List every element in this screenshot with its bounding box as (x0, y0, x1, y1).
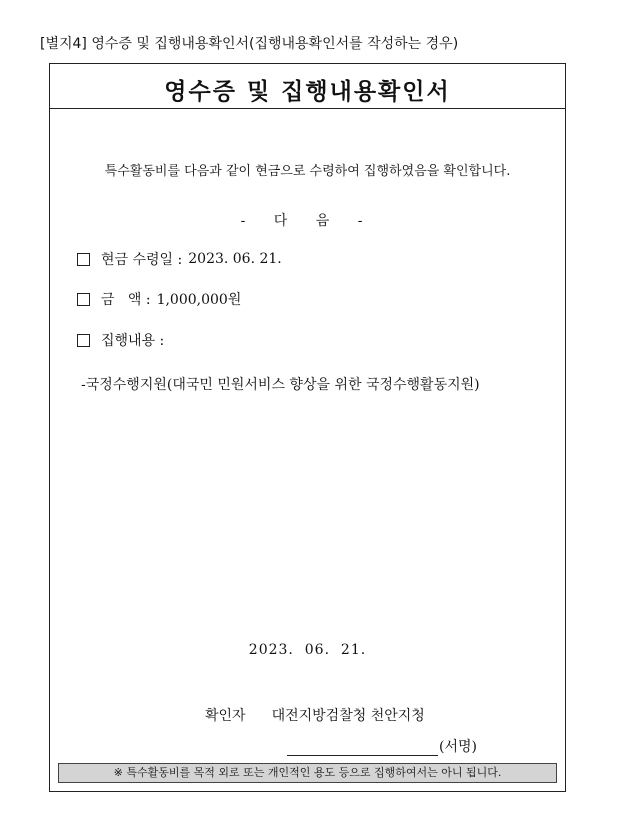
item-label: 금 액 : (101, 292, 151, 308)
section-heading: - 다 음 - (240, 213, 375, 229)
item-label: 집행내용 : (101, 333, 165, 349)
execution-detail: -국정수행지원(대국민 민원서비스 향상을 위한 국정수행활동지원) (81, 377, 480, 393)
document-frame (49, 63, 566, 792)
checkbox-icon (77, 253, 90, 266)
item-amount (77, 289, 241, 309)
form-header: [별지4] 영수증 및 집행내용확인서(집행내용확인서를 작성하는 경우) (40, 36, 459, 52)
signature-row (287, 736, 477, 756)
document-title: 영수증 및 집행내용확인서 (164, 78, 451, 105)
signature-line (287, 741, 438, 756)
item-execution (77, 330, 170, 350)
intro-text: 특수활동비를 다음과 같이 현금으로 수령하여 집행하였음을 확인합니다. (104, 164, 511, 179)
item-receipt-date (77, 249, 282, 269)
checkbox-icon (77, 334, 90, 347)
document-date: 2023. 06. 21. (248, 642, 367, 658)
organization-name: 대전지방검찰청 천안지청 (271, 708, 425, 724)
item-label: 현금 수령일 : (101, 252, 183, 268)
checkbox-icon (77, 293, 90, 306)
signature-label: (서명) (439, 739, 477, 755)
title-divider (50, 108, 565, 109)
notice-box: ※ 특수활동비를 목적 외로 또는 개인적인 용도 등으로 집행하여서는 아니 됩니다. (58, 763, 557, 783)
confirmer-row (205, 705, 425, 725)
item-value: 1,000,000원 (156, 292, 242, 308)
confirmer-label: 확인자 (205, 708, 246, 724)
item-value: 2023. 06. 21. (188, 251, 282, 267)
